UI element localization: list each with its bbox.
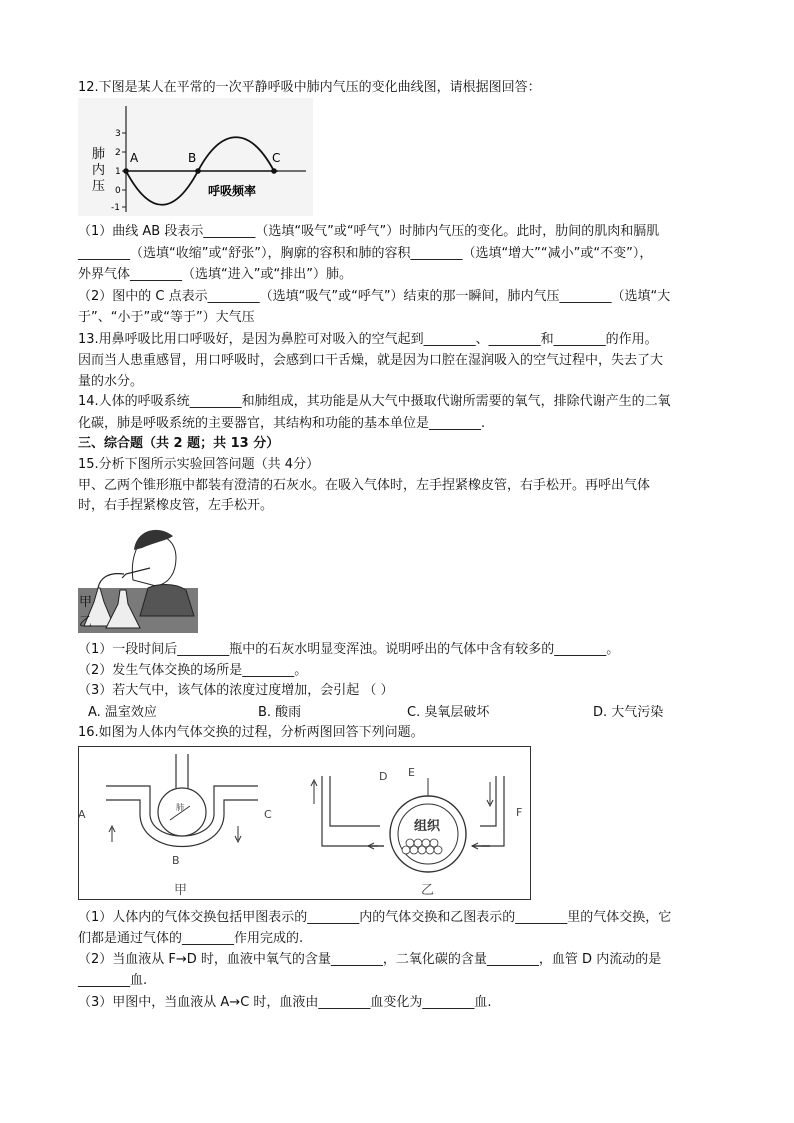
q12-stem: 12.下图是某人在平常的一次平静呼吸中肺内气压的变化曲线图，请根据图回答： [78,80,541,95]
label-b: B [172,854,180,867]
caption-jia: 甲 [174,883,188,898]
q16-part3: （3）甲图中，当血液从 A→C 时，血液由________血变化为________血. [78,995,492,1010]
q13-line3: 量的水分。 [78,374,144,389]
q12-part1-line1: （1）曲线 AB 段表示________（选填“吸气”或“呼气”）时肺内气压的变化。此时，肋间的肌肉和膈肌 [78,224,660,239]
y-label-char-2: 内 [92,163,106,178]
q16-gas-exchange-figure [78,746,531,900]
q15-part3: （3）若大气中，该气体的浓度过度增加，会引起 （ ） [78,683,394,698]
y-tick-3: 3 [115,129,121,139]
point-c-dot [271,168,277,174]
point-b-label: B [188,151,197,165]
caption-yi: 乙 [421,883,435,898]
q15-title: 15.分析下图所示实验回答问题（共 4分） [78,457,320,472]
label-d: D [379,770,388,783]
y-tick-0: 0 [115,186,121,196]
y-label-char-3: 压 [92,179,106,194]
label-c: C [264,808,272,821]
q15-line1: 甲、乙两个锥形瓶中都装有澄清的石灰水。在吸入气体时，左手捏紧橡皮管，右手松开。再呼出气体 [78,478,651,493]
q14-line2: 化碳，肺是呼吸系统的主要器官，其结构和功能的基本单位是________. [78,416,486,431]
q13-line2: 因而当人患重感冒，用口呼吸时，会感到口干舌燥，就是因为口腔在湿润吸入的空气过程中，失去了大 [78,353,664,368]
q16-part1-line1: （1）人体内的气体交换包括甲图表示的________内的气体交换和乙图表示的________里的气体交换，它 [78,910,672,925]
q15-option-d: D. 大气污染 [593,705,664,720]
q14-line1: 14.人体的呼吸系统________和肺组成，其功能是从大气中摄取代谢所需要的氧气，排除代谢产生的二氧 [78,394,671,409]
y-tick-2: 2 [115,148,121,158]
y-tick-1: 1 [115,167,121,177]
x-axis-label: 呼吸频率 [208,184,257,198]
q15-option-b: B. 酸雨 [258,705,302,720]
y-tick-neg1: -1 [111,203,120,213]
q16-part2-line2: ________血. [78,973,148,988]
q16-title: 16.如图为人体内气体交换的过程，分析两图回答下列问题。 [78,725,424,740]
section3-heading: 三、综合题（共 2 题；共 13 分） [78,436,280,451]
q16-part1-line2: 们都是通过气体的________作用完成的. [78,931,304,946]
q12-pressure-graph [78,98,313,216]
point-a-label: A [130,151,139,165]
point-a-dot [123,168,129,174]
point-b-dot [195,168,201,174]
label-f: F [516,806,523,819]
q12-part1-line2: ________（选填“收缩”或“舒张”），胸廓的容积和肺的容积________（选填“增大”“减小”或“不变”）， [78,246,653,261]
q15-option-a: A. 温室效应 [88,705,157,720]
label-e: E [408,766,415,779]
label-tissue: 组织 [414,819,441,834]
label-lung: 肺 [176,803,184,812]
y-label-char-1: 肺 [92,147,106,162]
label-jia: 甲 [79,595,93,610]
q12-part2-line1: （2）图中的 C 点表示________（选填“吸气”或“呼气”）结束的那一瞬间，肺内气压________（选填“大 [78,289,671,304]
q15-part1: （1）一段时间后________瓶中的石灰水明显变浑浊。说明呼出的气体中含有较多的________。 [78,642,620,657]
q15-part2: （2）发生气体交换的场所是________。 [78,663,308,678]
red-blood-cells [402,839,442,854]
q12-part2-line2: 于”、“小于”或“等于”）大气压 [78,310,255,325]
q12-part1-line3: 外界气体________（选填“进入”或“排出”）肺。 [78,267,352,282]
point-c-label: C [272,151,281,165]
q15-experiment-figure [78,518,198,633]
q16-part2-line1: （2）当血液从 F→D 时，血液中氧气的含量________，二氧化碳的含量________，血管 D 内流动的是 [78,952,662,967]
q15-option-c: C. 臭氧层破坏 [407,705,490,720]
label-a: A [78,808,86,821]
q13-line1: 13.用鼻呼吸比用口呼吸好，是因为鼻腔可对吸入的空气起到________、________和________的作用。 [78,332,658,347]
label-yi: 乙 [79,615,93,630]
q15-line2: 时，右手捏紧橡皮管，左手松开。 [78,498,274,513]
